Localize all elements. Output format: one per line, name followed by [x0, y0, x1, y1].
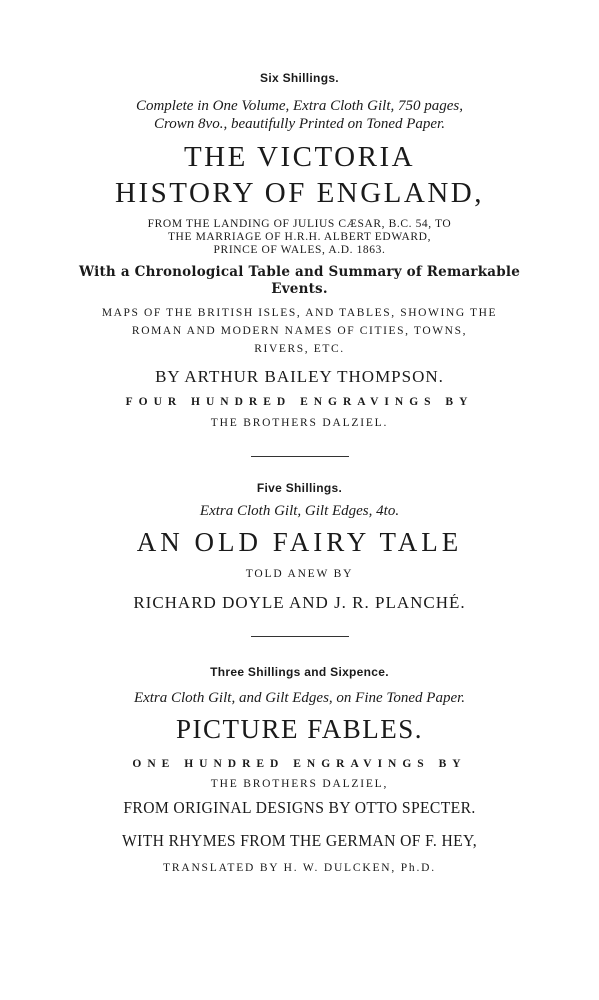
victoria-engravings-line-1: FOUR HUNDRED ENGRAVINGS BY [125, 396, 474, 408]
victoria-author: BY ARTHUR BAILEY THOMPSON. [155, 368, 444, 386]
victoria-scope-line-1: FROM THE LANDING OF JULIUS CÆSAR, B.C. 54, TO [147, 218, 452, 230]
fairy-tale-price: Five Shillings. [256, 482, 343, 495]
fairy-tale-description: Extra Cloth Gilt, Gilt Edges, 4to. [199, 503, 400, 519]
fables-rhymes: WITH RHYMES FROM THE GERMAN OF F. HEY, [122, 832, 477, 850]
victoria-title-line-2: HISTORY OF ENGLAND, [115, 178, 484, 209]
section-divider-1 [40, 456, 559, 457]
fairy-tale-title: AN OLD FAIRY TALE [136, 528, 463, 557]
fables-price: Three Shillings and Sixpence. [210, 666, 389, 679]
divider-rule [251, 636, 349, 637]
fairy-tale-told-anew: TOLD ANEW BY [245, 568, 354, 580]
fables-designs: FROM ORIGINAL DESIGNS BY OTTO SPECTER. [123, 799, 476, 817]
fables-translated: TRANSLATED BY H. W. DULCKEN, Ph.D. [163, 862, 436, 874]
victoria-engravings-line-2: THE BROTHERS DALZIEL. [210, 417, 389, 429]
victoria-description-line-1: Complete in One Volume, Extra Cloth Gilt, 750 pages, [135, 98, 464, 114]
fables-description: Extra Cloth Gilt, and Gilt Edges, on Fine Toned Paper. [133, 690, 466, 706]
victoria-title-line-1: THE VICTORIA [183, 142, 416, 173]
fables-engravings-line-2: THE BROTHERS DALZIEL, [210, 778, 389, 790]
victoria-scope-line-3: PRINCE OF WALES, A.D. 1863. [213, 244, 386, 256]
victoria-maps-line-3: RIVERS, ETC. [254, 343, 345, 355]
victoria-scope-line-2: THE MARRIAGE OF H.R.H. ALBERT EDWARD, [167, 231, 432, 243]
victoria-chronology-line-1: With a Chronological Table and Summary of Remarkable [79, 265, 520, 280]
divider-rule [251, 456, 349, 457]
fables-engravings-line-1: ONE HUNDRED ENGRAVINGS BY [132, 758, 467, 770]
fables-title: PICTURE FABLES. [175, 715, 424, 744]
victoria-description-line-2: Crown 8vo., beautifully Printed on Toned Paper. [154, 116, 445, 132]
victoria-price: Six Shillings. [260, 72, 339, 85]
victoria-maps-line-2: ROMAN AND MODERN NAMES OF CITIES, TOWNS, [131, 325, 468, 337]
victoria-maps-line-1: MAPS OF THE BRITISH ISLES, AND TABLES, SHOWING THE [101, 307, 498, 319]
victoria-chronology-line-2: Events. [271, 282, 328, 297]
fairy-tale-authors: RICHARD DOYLE AND J. R. PLANCHÉ. [133, 594, 466, 612]
section-divider-2 [40, 636, 559, 637]
